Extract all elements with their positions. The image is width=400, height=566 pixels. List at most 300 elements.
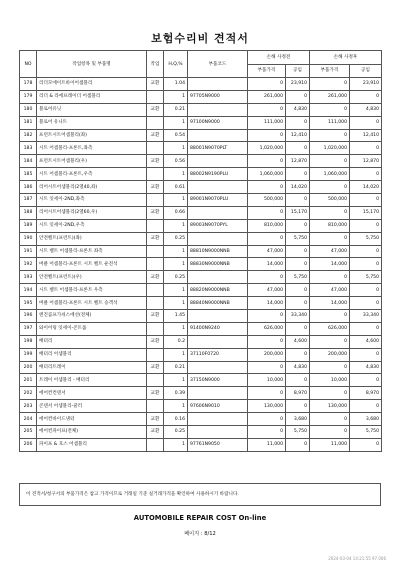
cell-pre-parts: 500,000	[248, 194, 286, 207]
cell-hq: 0.61	[164, 181, 188, 194]
cell-post-labor: 14,020	[350, 181, 382, 194]
cell-no: 197	[20, 322, 37, 335]
cell-pre-parts: 0	[248, 387, 286, 400]
cell-code	[188, 232, 248, 245]
cell-hq: 0.25	[164, 271, 188, 284]
cell-item: 리더모에이트바이어셈블리	[37, 78, 147, 91]
cell-pre-labor: 15,170	[286, 206, 310, 219]
cell-code	[188, 206, 248, 219]
header-post-labor: 공임	[350, 64, 382, 78]
cell-work	[147, 297, 164, 310]
cell-item: 시트 어셈블리-프론트,좌측	[37, 142, 147, 155]
cell-post-parts: 261,000	[310, 90, 350, 103]
cell-work: 교환	[147, 271, 164, 284]
cell-pre-labor: 5,750	[286, 426, 310, 439]
cell-code	[188, 426, 248, 439]
table-row	[20, 335, 382, 348]
cell-pre-parts: 200,000	[248, 348, 286, 361]
cell-hq: 0.56	[164, 155, 188, 168]
cell-item: 배터리	[37, 335, 147, 348]
cell-hq: 1	[164, 374, 188, 387]
cell-work	[147, 438, 164, 451]
cell-pre-parts: 11,000	[248, 438, 286, 451]
cell-code	[188, 103, 248, 116]
cell-hq: 1	[164, 400, 188, 413]
cell-hq: 0.25	[164, 232, 188, 245]
table-row	[20, 194, 382, 207]
cell-no: 194	[20, 284, 37, 297]
cell-work	[147, 400, 164, 413]
header-pre-group: 손해 사정전	[248, 51, 310, 65]
header-post-parts: 부품가격	[310, 64, 350, 78]
cell-work	[147, 322, 164, 335]
cell-work	[147, 284, 164, 297]
cell-post-labor: 3,680	[350, 413, 382, 426]
cell-post-parts: 0	[310, 413, 350, 426]
cell-post-parts: 0	[310, 103, 350, 116]
cell-hq: 1	[164, 438, 188, 451]
cell-post-labor: 23,910	[350, 78, 382, 91]
cell-no: 183	[20, 142, 37, 155]
cell-no: 198	[20, 335, 37, 348]
cell-pre-labor: 12,410	[286, 129, 310, 142]
cell-item: 엔진콤프가쉬스에선(전체)	[37, 310, 147, 323]
header-item: 작업항목 및 부품명	[37, 51, 147, 78]
cell-post-parts: 0	[310, 335, 350, 348]
cell-no: 191	[20, 245, 37, 258]
cell-work	[147, 194, 164, 207]
cell-item: 시트 잇세이-2ND,우측	[37, 219, 147, 232]
cell-pre-labor: 0	[286, 284, 310, 297]
cell-post-parts: 0	[310, 387, 350, 400]
cell-no: 192	[20, 258, 37, 271]
cell-post-parts: 130,000	[310, 400, 350, 413]
cell-pre-parts: 0	[248, 310, 286, 323]
table-row	[20, 103, 382, 116]
cell-hq: 1	[164, 258, 188, 271]
cell-pre-parts: 0	[248, 361, 286, 374]
cell-post-parts: 0	[310, 129, 350, 142]
cell-pre-parts: 626,000	[248, 322, 286, 335]
page-title: 보험수리비 견적서	[151, 32, 249, 45]
cell-item: 콘덴서 어셈블리-쿨러	[37, 400, 147, 413]
table-row	[20, 232, 382, 245]
cell-hq: 0.25	[164, 426, 188, 439]
cell-pre-parts: 47,000	[248, 245, 286, 258]
print-timestamp: 2024-03-04 14:21:55 97.006	[328, 556, 386, 561]
cell-pre-labor: 4,600	[286, 335, 310, 348]
cell-item: 에어컨파이프(전체)	[37, 426, 147, 439]
cell-pre-labor: 0	[286, 438, 310, 451]
cell-pre-labor: 0	[286, 194, 310, 207]
cell-work: 교환	[147, 232, 164, 245]
cell-pre-labor: 0	[286, 219, 310, 232]
cell-item: 블로어유닛	[37, 103, 147, 116]
cell-post-parts: 1,060,000	[310, 168, 350, 181]
cell-post-labor: 0	[350, 284, 382, 297]
cell-pre-labor: 0	[286, 348, 310, 361]
cell-hq: 0.54	[164, 129, 188, 142]
cell-post-parts: 0	[310, 206, 350, 219]
cell-hq: 1.04	[164, 78, 188, 91]
cell-hq: 0.2	[164, 335, 188, 348]
cell-work: 교환	[147, 181, 164, 194]
table-row	[20, 78, 382, 91]
cell-pre-parts: 0	[248, 155, 286, 168]
table-row	[20, 284, 382, 297]
cell-code	[188, 78, 248, 91]
cell-pre-labor: 0	[286, 374, 310, 387]
cell-pre-labor: 0	[286, 90, 310, 103]
cell-post-labor: 15,170	[350, 206, 382, 219]
cell-code: 37110F0720	[188, 348, 248, 361]
cell-work: 교환	[147, 206, 164, 219]
cell-no: 199	[20, 348, 37, 361]
cell-hq: 1	[164, 116, 188, 129]
cell-post-parts: 47,000	[310, 284, 350, 297]
cell-work: 교환	[147, 78, 164, 91]
cell-hq: 0.39	[164, 387, 188, 400]
cell-post-labor: 0	[350, 245, 382, 258]
table-row	[20, 206, 382, 219]
cell-post-labor: 0	[350, 168, 382, 181]
table-row	[20, 310, 382, 323]
cell-item: 리어시트어셈블리(2열60,우)	[37, 206, 147, 219]
cell-item: 배터리트레이	[37, 361, 147, 374]
cell-item: 버클 어셈블리-프론트 시트 벨트 운전석	[37, 258, 147, 271]
cell-pre-parts: 0	[248, 413, 286, 426]
cell-work: 교환	[147, 129, 164, 142]
cell-pre-labor: 12,870	[286, 155, 310, 168]
cell-item: 트레이 어셈블리 - 배터리	[37, 374, 147, 387]
table-row	[20, 271, 382, 284]
cell-post-parts: 14,000	[310, 297, 350, 310]
cell-code: 89003N9070PYL	[188, 219, 248, 232]
cell-post-parts: 0	[310, 271, 350, 284]
cell-item: 리어시트어셈블리(2열40,좌)	[37, 181, 147, 194]
cell-post-labor: 0	[350, 400, 382, 413]
cell-no: 204	[20, 413, 37, 426]
cell-item: 프런트시트어셈블리(우)	[37, 155, 147, 168]
cell-post-labor: 12,870	[350, 155, 382, 168]
cell-post-parts: 810,000	[310, 219, 350, 232]
cell-no: 185	[20, 168, 37, 181]
cell-post-parts: 1,020,000	[310, 142, 350, 155]
cell-item: 파이프 & 호스 어셈블리	[37, 438, 147, 451]
cell-no: 193	[20, 271, 37, 284]
cell-pre-parts: 14,000	[248, 297, 286, 310]
table-row	[20, 413, 382, 426]
cell-post-parts: 626,000	[310, 322, 350, 335]
cell-no: 188	[20, 206, 37, 219]
cell-pre-parts: 810,000	[248, 219, 286, 232]
cell-work: 교환	[147, 335, 164, 348]
cell-work	[147, 116, 164, 129]
table-row	[20, 219, 382, 232]
cell-no: 205	[20, 426, 37, 439]
cell-hq: 1	[164, 142, 188, 155]
cell-hq: 1	[164, 219, 188, 232]
cell-hq: 1	[164, 322, 188, 335]
cell-pre-parts: 130,000	[248, 400, 286, 413]
cell-no: 206	[20, 438, 37, 451]
cell-post-labor: 0	[350, 219, 382, 232]
header-pre-parts: 부품가격	[248, 64, 286, 78]
notice-text: 이 견적서/청구서의 부품가격은 참고 가격이므로 거래일 기준 실거래가격을 확인하여 사용하시기 바랍니다.	[26, 492, 239, 497]
notice-box	[19, 483, 381, 506]
cell-item: 에어컨바이드냉터	[37, 413, 147, 426]
cell-hq: 0.21	[164, 361, 188, 374]
cell-post-labor: 33,340	[350, 310, 382, 323]
cell-hq: 1	[164, 245, 188, 258]
cell-code: 91400N9240	[188, 322, 248, 335]
table-row	[20, 361, 382, 374]
cell-item: 안전벨트(프런트)(우)	[37, 271, 147, 284]
cell-pre-parts: 111,000	[248, 116, 286, 129]
header-pre-labor: 공임	[286, 64, 310, 78]
cell-no: 179	[20, 90, 37, 103]
cell-no: 182	[20, 129, 37, 142]
cell-no: 190	[20, 232, 37, 245]
cell-work: 교환	[147, 103, 164, 116]
cell-pre-parts: 0	[248, 181, 286, 194]
cell-post-labor: 0	[350, 194, 382, 207]
cell-pre-labor: 0	[286, 297, 310, 310]
cell-work	[147, 219, 164, 232]
cell-post-parts: 0	[310, 310, 350, 323]
cell-post-parts: 14,000	[310, 258, 350, 271]
cell-code: 37150N9000	[188, 374, 248, 387]
cell-post-labor: 0	[350, 374, 382, 387]
table-row	[20, 142, 382, 155]
header-hqty: H,Q,%	[164, 51, 188, 78]
cell-work: 교환	[147, 310, 164, 323]
cell-item: 버클 어셈블리-프론트 시트 벨트 승객석	[37, 297, 147, 310]
cell-pre-parts: 1,060,000	[248, 168, 286, 181]
cell-pre-parts: 10,000	[248, 374, 286, 387]
cell-pre-labor: 0	[286, 116, 310, 129]
table-row	[20, 387, 382, 400]
cell-pre-parts: 0	[248, 426, 286, 439]
header-work: 작업	[147, 51, 164, 78]
cell-hq: 0.16	[164, 413, 188, 426]
cell-post-labor: 4,830	[350, 361, 382, 374]
estimate-table	[19, 50, 382, 452]
cell-item: 리더 & 라에프레이더 어셈블리	[37, 90, 147, 103]
cell-post-labor: 4,830	[350, 103, 382, 116]
cell-code: 88001N9070PLT	[188, 142, 248, 155]
table-row	[20, 322, 382, 335]
table-row	[20, 155, 382, 168]
cell-item: 블로어 유니트	[37, 116, 147, 129]
cell-pre-labor: 5,750	[286, 271, 310, 284]
cell-pre-parts: 14,000	[248, 258, 286, 271]
cell-pre-labor: 4,830	[286, 103, 310, 116]
cell-no: 187	[20, 194, 37, 207]
cell-post-labor: 0	[350, 142, 382, 155]
cell-post-parts: 0	[310, 426, 350, 439]
table-body	[20, 78, 382, 452]
cell-hq: 1	[164, 194, 188, 207]
cell-pre-parts: 0	[248, 206, 286, 219]
cell-work	[147, 90, 164, 103]
cell-post-parts: 111,000	[310, 116, 350, 129]
cell-post-labor: 5,750	[350, 426, 382, 439]
header-post-group: 손해 사정후	[310, 51, 382, 65]
cell-hq: 1.45	[164, 310, 188, 323]
table-row	[20, 258, 382, 271]
cell-post-labor: 5,750	[350, 271, 382, 284]
cell-pre-parts: 0	[248, 271, 286, 284]
table-row	[20, 90, 382, 103]
cell-code: 89001N9070PLU	[188, 194, 248, 207]
cell-hq: 1	[164, 90, 188, 103]
header-no: NO	[20, 51, 37, 78]
cell-post-parts: 0	[310, 155, 350, 168]
cell-work	[147, 348, 164, 361]
cell-code	[188, 387, 248, 400]
cell-no: 196	[20, 310, 37, 323]
cell-pre-parts: 47,000	[248, 284, 286, 297]
cell-post-labor: 4,600	[350, 335, 382, 348]
cell-hq: 0.21	[164, 103, 188, 116]
cell-code: 88820N9000NNB	[188, 284, 248, 297]
cell-post-parts: 200,000	[310, 348, 350, 361]
cell-pre-labor: 14,020	[286, 181, 310, 194]
cell-pre-labor: 0	[286, 245, 310, 258]
cell-pre-parts: 0	[248, 129, 286, 142]
table-row	[20, 245, 382, 258]
table-row	[20, 116, 382, 129]
cell-no: 180	[20, 103, 37, 116]
cell-post-labor: 0	[350, 90, 382, 103]
cell-pre-labor: 5,750	[286, 232, 310, 245]
cell-code: 97705N9000	[188, 90, 248, 103]
cell-hq: 0.66	[164, 206, 188, 219]
cell-pre-labor: 33,340	[286, 310, 310, 323]
cell-item: 시트 벨트 어셈블리-프론트 우측	[37, 284, 147, 297]
cell-no: 181	[20, 116, 37, 129]
cell-post-parts: 0	[310, 361, 350, 374]
cell-code: 88840N9000NNB	[188, 297, 248, 310]
cell-code: 97606N9010	[188, 400, 248, 413]
cell-code: 88830N9000NNB	[188, 258, 248, 271]
cell-item: 와이어링 잇세이-콘트롤	[37, 322, 147, 335]
cell-code	[188, 310, 248, 323]
table-row	[20, 438, 382, 451]
cell-hq: 1	[164, 348, 188, 361]
table-row	[20, 374, 382, 387]
table-row	[20, 129, 382, 142]
cell-work: 교환	[147, 361, 164, 374]
cell-code: 97100N9000	[188, 116, 248, 129]
cell-no: 178	[20, 78, 37, 91]
cell-work	[147, 245, 164, 258]
table-row	[20, 181, 382, 194]
cell-post-parts: 0	[310, 78, 350, 91]
cell-post-labor: 0	[350, 438, 382, 451]
table-row	[20, 348, 382, 361]
cell-code	[188, 129, 248, 142]
cell-post-labor: 0	[350, 322, 382, 335]
cell-item: 배터리 어셈블리	[37, 348, 147, 361]
cell-pre-labor: 0	[286, 142, 310, 155]
cell-post-parts: 10,000	[310, 374, 350, 387]
cell-code	[188, 155, 248, 168]
cell-pre-parts: 1,020,000	[248, 142, 286, 155]
cell-no: 186	[20, 181, 37, 194]
cell-post-labor: 0	[350, 348, 382, 361]
cell-code: 88002N9190PLU	[188, 168, 248, 181]
cell-hq: 1	[164, 297, 188, 310]
cell-no: 195	[20, 297, 37, 310]
cell-post-parts: 500,000	[310, 194, 350, 207]
cell-post-labor: 0	[350, 258, 382, 271]
cell-pre-labor: 0	[286, 258, 310, 271]
table-row	[20, 297, 382, 310]
cell-work	[147, 374, 164, 387]
cell-work: 교환	[147, 387, 164, 400]
cell-post-parts: 0	[310, 181, 350, 194]
cell-code	[188, 413, 248, 426]
cell-code	[188, 181, 248, 194]
cell-code	[188, 361, 248, 374]
cell-work: 교환	[147, 426, 164, 439]
cell-no: 189	[20, 219, 37, 232]
cell-post-labor: 5,750	[350, 232, 382, 245]
cell-work: 교환	[147, 413, 164, 426]
cell-item: 시트 어셈블리-프론트,우측	[37, 168, 147, 181]
cell-work	[147, 168, 164, 181]
cell-pre-labor: 0	[286, 168, 310, 181]
table-row	[20, 426, 382, 439]
cell-code: 88810N9000NNB	[188, 245, 248, 258]
cell-work	[147, 142, 164, 155]
cell-post-parts: 47,000	[310, 245, 350, 258]
cell-post-labor: 0	[350, 297, 382, 310]
cell-post-labor: 8,970	[350, 387, 382, 400]
cell-pre-parts: 0	[248, 103, 286, 116]
cell-hq: 1	[164, 168, 188, 181]
footer-brand: AUTOMOBILE REPAIR COST On-line	[133, 514, 267, 522]
table-row	[20, 400, 382, 413]
cell-pre-labor: 0	[286, 400, 310, 413]
cell-code: 97761N9050	[188, 438, 248, 451]
cell-pre-parts: 261,000	[248, 90, 286, 103]
cell-pre-labor: 8,970	[286, 387, 310, 400]
cell-pre-labor: 4,830	[286, 361, 310, 374]
cell-work	[147, 258, 164, 271]
cell-pre-labor: 0	[286, 322, 310, 335]
cell-post-labor: 0	[350, 116, 382, 129]
cell-item: 프런트시트어셈블리(좌)	[37, 129, 147, 142]
cell-item: 에어컨컨덴서	[37, 387, 147, 400]
cell-pre-labor: 3,680	[286, 413, 310, 426]
cell-item: 시트 벨트 어셈블리-프론트 좌측	[37, 245, 147, 258]
cell-post-labor: 12,410	[350, 129, 382, 142]
cell-post-parts: 11,000	[310, 438, 350, 451]
header-row-1	[20, 51, 382, 65]
cell-code	[188, 335, 248, 348]
cell-pre-parts: 0	[248, 232, 286, 245]
cell-pre-parts: 0	[248, 78, 286, 91]
page-number: 페이지 : 8/12	[184, 531, 216, 537]
cell-no: 202	[20, 387, 37, 400]
table-row	[20, 168, 382, 181]
cell-pre-parts: 0	[248, 335, 286, 348]
cell-item: 시트 잇세이-2ND,좌측	[37, 194, 147, 207]
cell-pre-labor: 23,910	[286, 78, 310, 91]
